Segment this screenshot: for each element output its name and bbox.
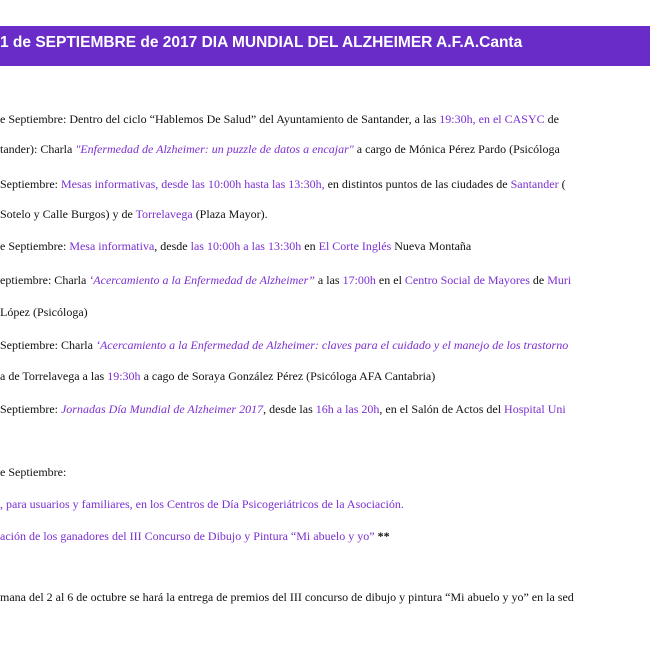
text-segment: , para usuarios y familiares, en los Centros de Día Psicogeriátricos de la Asociación. <box>0 497 404 511</box>
text-segment: en distintos puntos de las ciudades de <box>324 177 511 191</box>
talk-title: ‘Acercamiento a la Enfermedad de Alzheimer” <box>89 273 315 287</box>
text-segment: Septiembre: Charla <box>0 338 96 352</box>
highlight-venue: Hospital Uni <box>504 402 566 416</box>
text-segment: Septiembre: <box>0 177 58 191</box>
text-segment: ( <box>558 177 566 191</box>
text-segment: de <box>544 112 559 126</box>
line-septiembre-heading <box>0 465 66 479</box>
line-mesa-corte-ingles <box>0 239 471 253</box>
line-torrelavega-soraya <box>0 369 435 383</box>
line-charla-puzzle <box>0 142 560 156</box>
text-segment: Sotelo y Calle Burgos) y de <box>0 207 136 221</box>
highlight-venue: El Corte Inglés <box>318 239 392 253</box>
line-concurso-ganadores <box>0 529 390 543</box>
line-torrelavega-plaza <box>0 207 268 221</box>
highlight-city: Torrelavega <box>135 207 193 221</box>
text-segment: Dentro del ciclo “Hablemos De Salud” del Ayuntamiento de Santander, a las <box>66 112 440 126</box>
text-segment: (Plaza Mayor). <box>192 207 268 221</box>
asterisks: ** <box>374 529 390 543</box>
text-segment: Nueva Montaña <box>391 239 472 253</box>
text-segment: Septiembre: <box>0 402 61 416</box>
text-segment: mana del 2 al 6 de octubre se hará la entrega de premios del III concurso de dibujo y pintura “Mi abuelo y yo” en la sed <box>0 590 574 604</box>
highlight-venue: Muri <box>547 273 572 287</box>
text-segment: en el <box>375 273 405 287</box>
highlight-event: Mesa informativa <box>69 239 155 253</box>
line-jornadas <box>0 402 566 416</box>
line-charla-claves <box>0 338 568 352</box>
highlight-time: 16h a las 20h <box>315 402 380 416</box>
line-sept-casyc <box>0 112 559 126</box>
line-entrega-premios <box>0 590 574 604</box>
talk-title: ‘Acercamiento a la Enfermedad de Alzheimer: claves para el cuidado y el manejo de los trastorno <box>95 338 569 352</box>
text-segment: en <box>301 239 319 253</box>
highlight-city: Santander <box>510 177 559 191</box>
talk-title: "Enfermedad de Alzheimer: un puzzle de datos a encajar" <box>75 142 354 156</box>
text-segment: a las <box>314 273 343 287</box>
line-charla-acercamiento <box>0 273 571 287</box>
text-segment: e Septiembre: <box>0 465 67 479</box>
text-segment: e Septiembre: <box>0 239 70 253</box>
text-segment: e Septiembre: <box>0 112 67 126</box>
text-segment: a cargo de Mónica Pérez Pardo (Psicóloga <box>353 142 560 156</box>
text-segment: a de Torrelavega a las <box>0 369 108 383</box>
text-segment: , desde las <box>263 402 316 416</box>
highlight-time: 17:00h <box>342 273 376 287</box>
highlight-time: 19:30h <box>107 369 141 383</box>
line-mesas-informativas <box>0 177 566 191</box>
line-psicologa <box>0 305 88 319</box>
text-segment: , desde <box>154 239 191 253</box>
text-segment: , en el Salón de Actos del <box>379 402 505 416</box>
highlight-venue: en el CASYC <box>475 112 545 126</box>
text-segment: tander): Charla <box>0 142 76 156</box>
text-segment: a cago de Soraya González Pérez (Psicóloga AFA Cantabria) <box>140 369 436 383</box>
highlight-time: las 10:00h a las 13:30h <box>190 239 302 253</box>
text-segment: ación de los ganadores del III Concurso de Dibujo y Pintura “Mi abuelo y yo” <box>0 529 375 543</box>
event-title: Jornadas Día Mundial de Alzheimer 2017 <box>60 402 264 416</box>
highlight-venue: Centro Social de Mayores <box>404 273 530 287</box>
highlight-time: 19:30h, <box>439 112 476 126</box>
text-segment: de <box>529 273 548 287</box>
highlight-event: Mesas informativas, desde las 10:00h hasta las 13:30h, <box>60 177 325 191</box>
text-segment: eptiembre: Charla <box>0 273 90 287</box>
text-segment: López (Psicóloga) <box>0 305 88 319</box>
document-title: 1 de SEPTIEMBRE de 2017 DIA MUNDIAL DEL ALZHEIMER A.F.A.Canta <box>0 34 523 51</box>
line-centros-de-dia <box>0 497 404 511</box>
